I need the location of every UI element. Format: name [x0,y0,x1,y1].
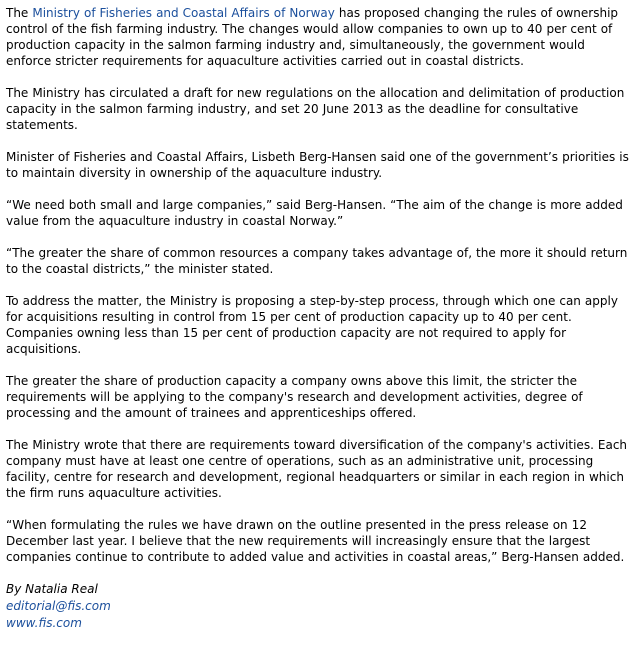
byline-author: By Natalia Real [6,582,98,596]
intro-text-after: has proposed changing the rules of ownership control of the fish farming industry. The changes would allow companies to own up to 40 per cent of production capacity in the salmon farming industry and, simultaneously, the government would enforce stricter requirements for aquaculture activities carried out in coastal districts. [6,6,619,68]
paragraph-diversification: The Ministry wrote that there are requirements toward diversification of the company's activities. Each company must have at least one centre of operations, such as an administrative unit, processing facility, centre for research and development, regional headquarters or similar in each region in which the firm runs aquaculture activities. [6,438,628,500]
intro-text-before: The [6,6,33,20]
byline-email-link[interactable]: editorial@fis.com [6,599,111,613]
paragraph-intro [6,5,630,69]
ministry-link[interactable]: Ministry of Fisheries and Coastal Affairs of Norway [32,6,335,20]
paragraph-requirements: The greater the share of production capacity a company owns above this limit, the stricter the requirements will be applying to the company's research and development activities, degree of processing and the amount of trainees and apprenticeships offered. [6,374,583,420]
paragraph-quote-resources: “The greater the share of common resources a company takes advantage of, the more it should return to the coastal districts,” the minister stated. [6,246,628,276]
paragraph-step-process: To address the matter, the Ministry is proposing a step-by-step process, through which one can apply for acquisitions resulting in control from 15 per cent of production capacity up to 40 per cent. Companies owning less than 15 per cent of production capacity are not required to apply for acquisitions. [6,294,618,356]
byline [6,581,630,632]
paragraph-quote-companies: “We need both small and large companies,” said Berg-Hansen. “The aim of the change is more added value from the aquaculture industry in coastal Norway.” [6,198,623,228]
paragraph-minister-priorities: Minister of Fisheries and Coastal Affairs, Lisbeth Berg-Hansen said one of the government’s priorities is to maintain diversity in ownership of the aquaculture industry. [6,150,629,180]
paragraph-quote-rules: “When formulating the rules we have drawn on the outline presented in the press release on 12 December last year. I believe that the new requirements will increasingly ensure that the largest companies continue to contribute to added value and activities in coastal areas,” Berg-Hansen added. [6,518,625,564]
paragraph-draft-regulations: The Ministry has circulated a draft for new regulations on the allocation and delimitation of production capacity in the salmon farming industry, and set 20 June 2013 as the deadline for consultative statements. [6,86,625,132]
byline-website-link[interactable]: www.fis.com [6,616,82,630]
